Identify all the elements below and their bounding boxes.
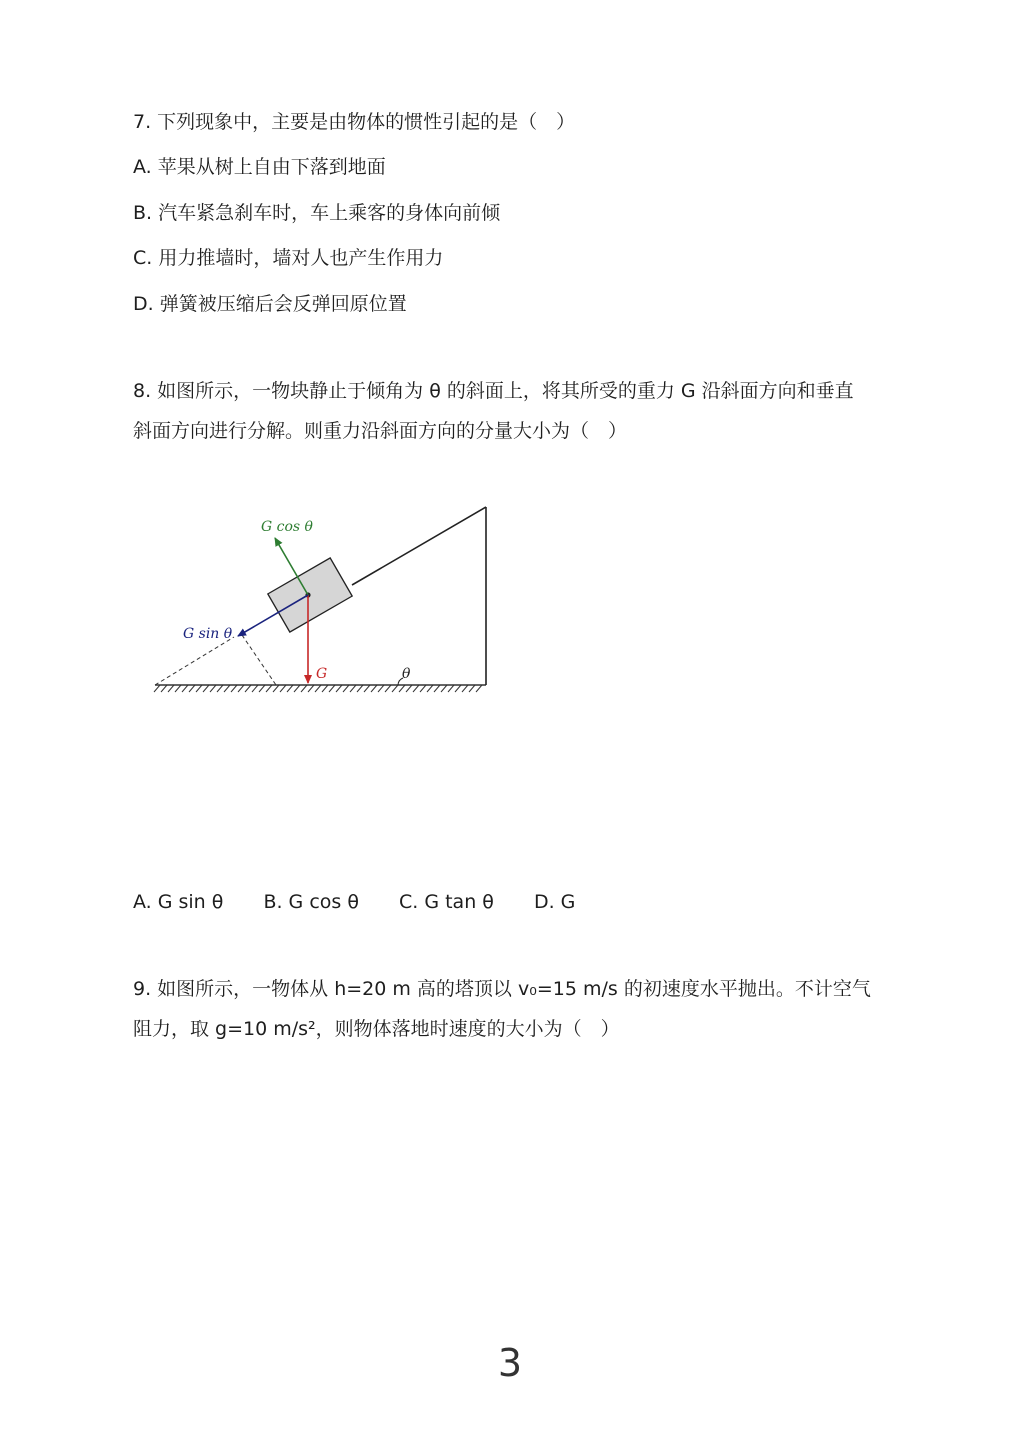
hatch-stroke (455, 685, 461, 692)
hatch-stroke (462, 685, 468, 692)
hatch-stroke (280, 685, 286, 692)
hatch-stroke (448, 685, 454, 692)
hatch-stroke (266, 685, 272, 692)
hatch-stroke (175, 685, 181, 692)
q7-option-c: C. 用力推墙时，墙对人也产生作用力 (133, 247, 444, 269)
q8-choices (133, 890, 609, 914)
hatch-stroke (231, 685, 237, 692)
hatch-stroke (203, 685, 209, 692)
hatch-stroke (161, 685, 167, 692)
hatch-stroke (182, 685, 188, 692)
hatch-stroke (427, 685, 433, 692)
incline-slope (352, 507, 486, 585)
hatch-stroke (273, 685, 279, 692)
hatch-stroke (210, 685, 216, 692)
hatch-stroke (252, 685, 258, 692)
label-theta: θ (402, 666, 411, 682)
hatch-stroke (406, 685, 412, 692)
hatch-stroke (224, 685, 230, 692)
dashed-perpendicular (242, 635, 276, 685)
hatch-stroke (315, 685, 321, 692)
hatch-stroke (392, 685, 398, 692)
hatch-stroke (301, 685, 307, 692)
hatch-stroke (259, 685, 265, 692)
hatch-stroke (329, 685, 335, 692)
dashed-slope-extension (155, 637, 234, 685)
hatch-stroke (476, 685, 482, 692)
q8-stem-line2: 斜面方向进行分解。则重力沿斜面方向的分量大小为（ ） (133, 420, 628, 442)
hatch-stroke (168, 685, 174, 692)
hatch-stroke (469, 685, 475, 692)
hatch-stroke (350, 685, 356, 692)
incline-force-diagram (130, 495, 500, 705)
hatch-stroke (217, 685, 223, 692)
label-g: G (316, 666, 328, 682)
hatch-stroke (336, 685, 342, 692)
q7-option-b: B. 汽车紧急刹车时，车上乘客的身体向前倾 (133, 202, 501, 224)
q9-stem-line1: 9. 如图所示，一物体从 h=20 m 高的塔顶以 v₀=15 m/s 的初速度水平抛出。不计空气 (133, 978, 871, 1000)
q7-stem: 7. 下列现象中，主要是由物体的惯性引起的是（ ） (133, 111, 576, 133)
hatch-stroke (420, 685, 426, 692)
hatch-stroke (294, 685, 300, 692)
label-g-cos-theta: G cos θ (261, 519, 313, 535)
hatch-stroke (399, 685, 405, 692)
hatch-stroke (322, 685, 328, 692)
q8-choice-d: D. G (533, 891, 576, 913)
hatch-stroke (189, 685, 195, 692)
hatch-stroke (287, 685, 293, 692)
hatch-stroke (196, 685, 202, 692)
q8-choice-c: C. G tan θ (399, 891, 494, 913)
hatch-stroke (441, 685, 447, 692)
hatch-stroke (378, 685, 384, 692)
page-number: 3 (497, 1341, 523, 1385)
hatch-stroke (154, 685, 160, 692)
hatch-stroke (385, 685, 391, 692)
hatch-stroke (238, 685, 244, 692)
q7-option-d: D. 弹簧被压缩后会反弹回原位置 (133, 293, 407, 315)
hatch-stroke (371, 685, 377, 692)
q8-choice-b: B. G cos θ (263, 891, 359, 913)
label-g-sin-theta: G sin θ (183, 626, 233, 642)
hatch-stroke (308, 685, 314, 692)
q8-choice-a: A. G sin θ (133, 891, 224, 913)
q8-stem-line1: 8. 如图所示，一物块静止于倾角为 θ 的斜面上，将其所受的重力 G 沿斜面方向和垂直 (133, 380, 854, 402)
hatch-stroke (364, 685, 370, 692)
hatch-stroke (343, 685, 349, 692)
hatch-stroke (413, 685, 419, 692)
q7-option-a: A. 苹果从树上自由下落到地面 (133, 156, 386, 178)
hatch-stroke (357, 685, 363, 692)
q9-stem-line2: 阻力，取 g=10 m/s²，则物体落地时速度的大小为（ ） (133, 1018, 620, 1040)
hatch-stroke (245, 685, 251, 692)
hatch-stroke (434, 685, 440, 692)
